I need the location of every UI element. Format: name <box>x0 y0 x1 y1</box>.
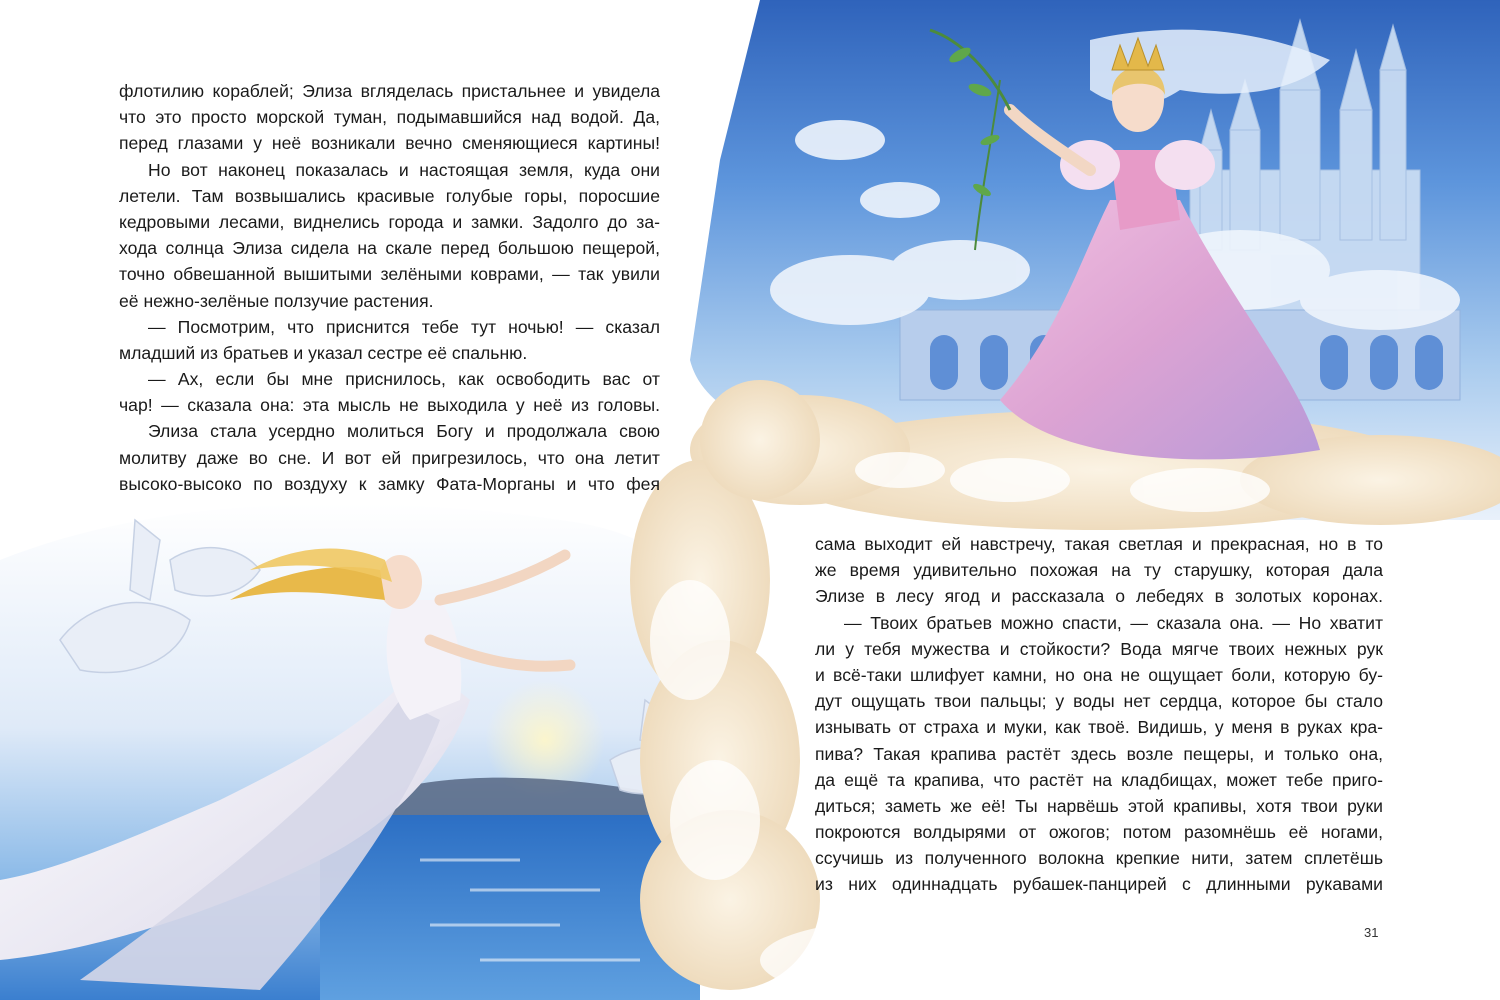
text-line: чар! — сказала она: эта мысль не выходила у неё из головы. <box>119 395 660 416</box>
text-line: дут ощущать твои пальцы; у воды нет сердца, которое бы стало <box>815 691 1383 712</box>
text-line: её нежно-зелёные ползучие растения. <box>119 290 434 311</box>
text-line: сама выходит ей навстречу, такая светлая и прекрасная, но в то <box>815 534 1383 554</box>
text-line: из них одиннадцать рубашек-панцирей с длинными рукавами <box>815 874 1383 895</box>
text-line: ли у тебя мужества и стойкости? Вода мягче твоих нежных рук <box>815 638 1383 659</box>
text-line: младший из братьев и указал сестре её спальню. <box>119 342 528 363</box>
text-line: молитву даже во сне. И вот ей пригрезилось, что она летит <box>119 447 660 468</box>
text-line: Элиза стала усердно молиться Богу и продолжала свою <box>148 421 660 442</box>
text-line: хода солнца Элиза сидела на скале перед большою пещерой, <box>119 238 660 259</box>
text-line: пива? Такая крапива растёт здесь возле пещеры, и только она, <box>815 743 1383 764</box>
text-line: да ещё та крапива, что растёт на кладбищах, может тебе приго- <box>815 769 1383 790</box>
text-line: точно обвешанной вышитыми зелёными коврами, — так увили <box>119 264 660 285</box>
text-line: высоко-высоко по воздуху к замку Фата-Морганы и что фея <box>119 473 660 494</box>
text-line: же время удивительно похожая на ту старушку, которая дала <box>815 560 1383 581</box>
text-line: и всё-таки шлифует камни, но она не ощущает боли, которую бу- <box>815 664 1383 685</box>
text-line: ссучишь из полученного волокна крепкие нити, затем сплетёшь <box>815 848 1383 869</box>
text-line: — Твоих братьев можно спасти, — сказала она. — Но хватит <box>844 612 1383 633</box>
text-line: изнывать от страха и муки, как твоё. Видишь, у меня в руках кра- <box>815 717 1383 738</box>
text-line: флотилию кораблей; Элиза вгляделась пристальнее и увидела <box>119 81 660 101</box>
right-column-text <box>815 531 1383 898</box>
text-line: Элизе в лесу ягод и рассказала о лебедях в золотых коронах. <box>815 586 1383 607</box>
page-number: 31 <box>1364 925 1379 940</box>
text-line: — Ах, если бы мне приснилось, как освободить вас от <box>148 369 660 390</box>
text-line: перед глазами у неё возникали вечно сменяющиеся картины! <box>119 133 660 154</box>
text-line: кедровыми лесами, виднелись города и замки. Задолго до за- <box>119 211 660 232</box>
text-line: диться; заметь же её! Ты нарвёшь этой крапивы, хотя твои руки <box>815 795 1383 816</box>
text-line: что это просто морской туман, подымавшийся над водой. Да, <box>119 107 660 128</box>
left-column-text <box>119 78 660 497</box>
text-line: покроются волдырями от ожогов; потом разомнёшь её ногами, <box>815 822 1383 843</box>
text-line: Но вот наконец показалась и настоящая земля, куда они <box>148 159 660 180</box>
text-line: — Посмотрим, что приснится тебе тут ночью! — сказал <box>148 316 660 337</box>
text-line: летели. Там возвышались красивые голубые горы, поросшие <box>119 185 660 206</box>
